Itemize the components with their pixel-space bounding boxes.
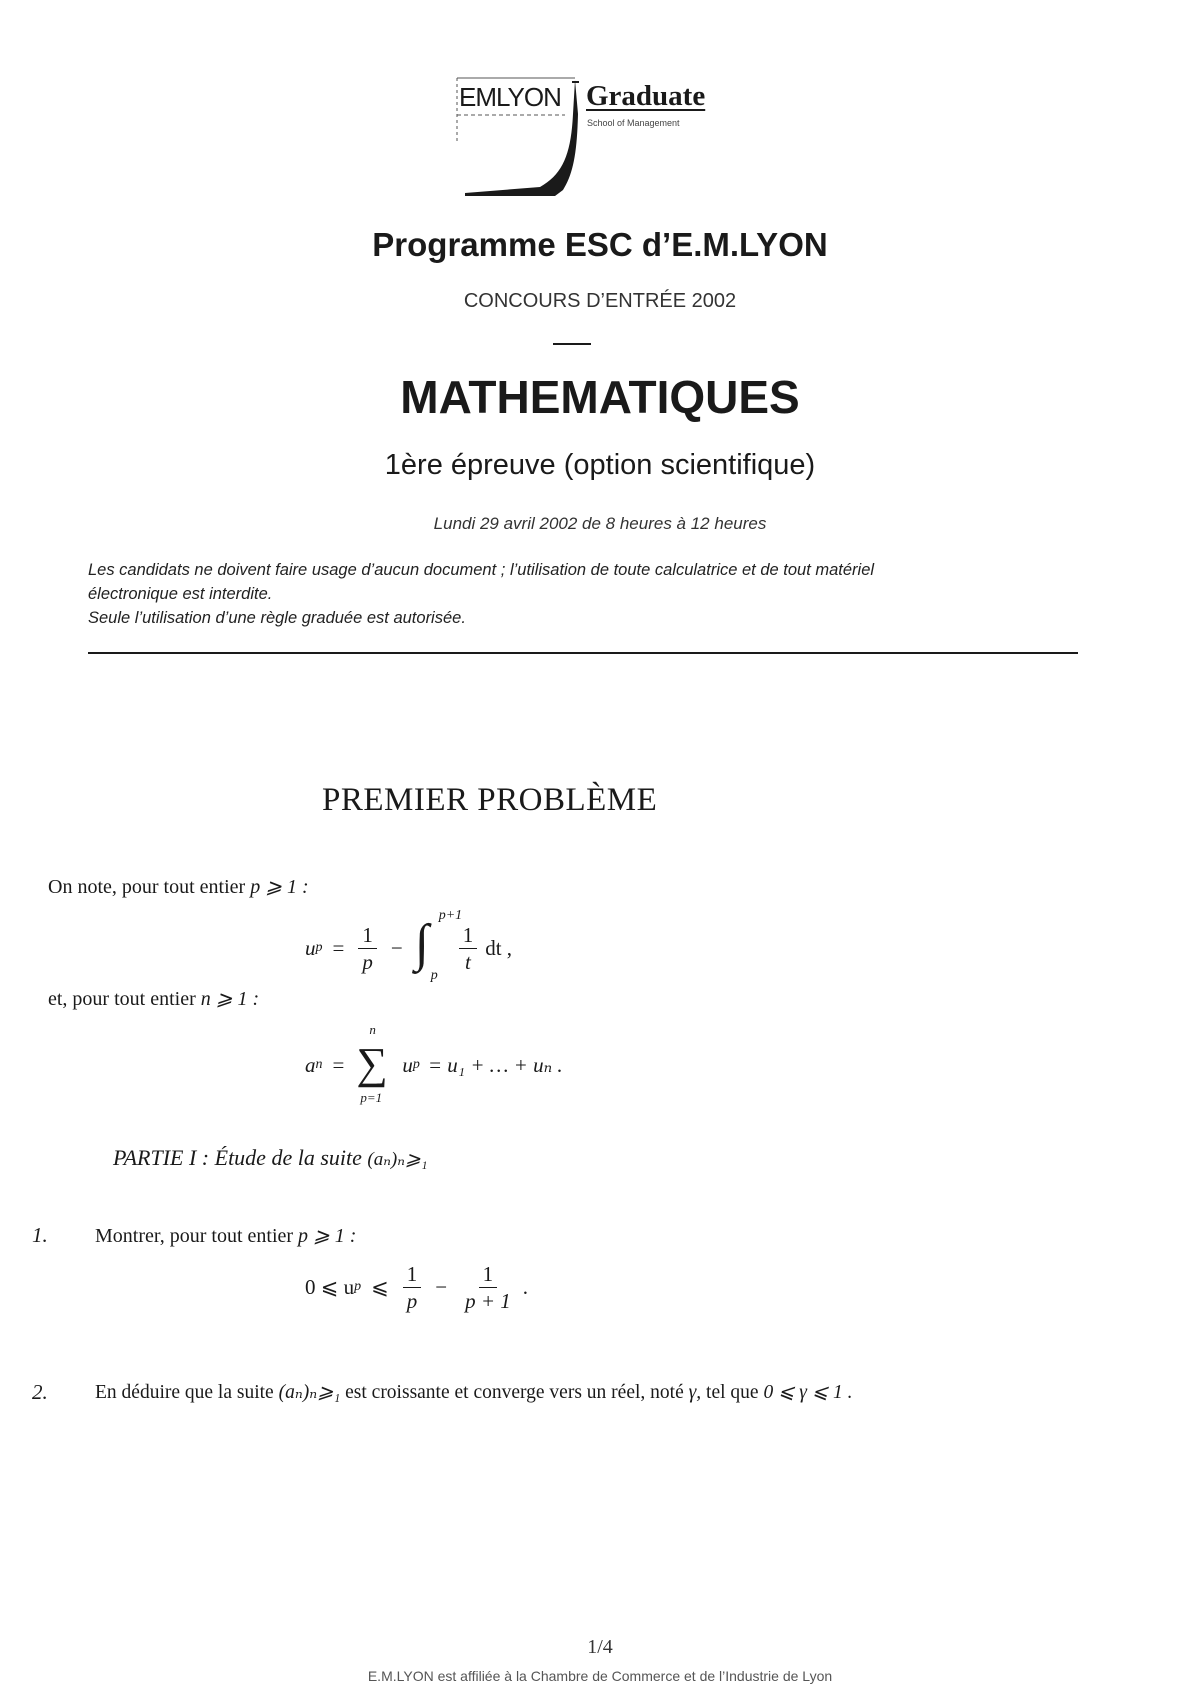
question-1-line bbox=[95, 1223, 356, 1248]
header-divider bbox=[88, 652, 1078, 654]
formula-up bbox=[305, 910, 512, 986]
rules-line-3: Seule l’utilisation d’une règle graduée est autorisée. bbox=[88, 609, 466, 627]
formula-up-eq: = bbox=[332, 935, 345, 960]
formula-up-frac-den: p bbox=[362, 949, 373, 974]
formula-an-rhs: = u₁ + … + uₙ . bbox=[427, 1052, 563, 1077]
q1-frac-1 bbox=[403, 1261, 422, 1314]
intro-condition-1: p ⩾ 1 : bbox=[250, 876, 309, 898]
exam-date: Lundi 29 avril 2002 de 8 heures à 12 heures bbox=[433, 514, 767, 533]
formula-an-lhs: a bbox=[305, 1052, 316, 1077]
formula-up-lhs: u bbox=[305, 935, 316, 960]
integrand-den: t bbox=[465, 949, 471, 974]
part-title: PARTIE I : Étude de la suite bbox=[113, 1145, 362, 1170]
sum-sign: ∑ bbox=[356, 1039, 388, 1088]
q1-frac-2 bbox=[461, 1261, 515, 1314]
sum-term-sub: p bbox=[412, 1057, 420, 1072]
sum-term: u bbox=[402, 1052, 413, 1077]
part-title-line bbox=[113, 1145, 427, 1171]
rules-line-2: électronique est interdite. bbox=[88, 585, 273, 603]
formula-an bbox=[305, 1020, 563, 1110]
integral-lower: p bbox=[430, 968, 438, 983]
header-divider-short bbox=[553, 343, 591, 345]
integral-sign: ∫ bbox=[414, 915, 429, 972]
question-1-number: 1. bbox=[32, 1223, 48, 1247]
question-2-text-b: est croissante et converge vers un réel, noté bbox=[345, 1382, 684, 1403]
intro-text-1: On note, pour tout entier bbox=[48, 876, 246, 898]
formula-an-lhs-sub: n bbox=[315, 1057, 323, 1072]
page-number: 1/4 bbox=[587, 1636, 613, 1658]
subject-title: MATHEMATIQUES bbox=[400, 371, 800, 423]
intro-text-2: et, pour tout entier bbox=[48, 988, 196, 1010]
formula-up-frac-num: 1 bbox=[358, 922, 377, 949]
integral bbox=[413, 908, 463, 986]
question-2-number: 2. bbox=[32, 1380, 48, 1404]
q1-lhs bbox=[305, 1275, 354, 1300]
contest-label: CONCOURS D’ENTRÉE 2002 bbox=[463, 290, 737, 312]
question-2-text-a: En déduire que la suite bbox=[95, 1382, 274, 1403]
page-title: Programme ESC d’E.M.LYON bbox=[372, 226, 828, 263]
exam-label: 1ère épreuve (option scientifique) bbox=[384, 449, 816, 481]
problem-title: PREMIER PROBLÈME bbox=[322, 782, 658, 818]
footer-note: E.M.LYON est affiliée à la Chambre de Commerce et de l’Industrie de Lyon bbox=[367, 1668, 833, 1684]
q1-leq: ⩽ bbox=[371, 1274, 389, 1299]
q1-frac-2-num: 1 bbox=[479, 1261, 498, 1288]
intro-line-2 bbox=[48, 986, 259, 1011]
question-2-condition: 0 ⩽ γ ⩽ 1 . bbox=[763, 1382, 853, 1403]
question-2-sequence: (aₙ)ₙ⩾₁ bbox=[278, 1382, 341, 1403]
formula-an-eq: = bbox=[332, 1052, 345, 1077]
logo-subtitle: School of Management bbox=[587, 118, 680, 128]
q1-end: . bbox=[522, 1274, 528, 1299]
question-2-gamma: γ, bbox=[688, 1382, 702, 1403]
sum-lower: p=1 bbox=[360, 1090, 383, 1105]
sum bbox=[354, 1020, 396, 1110]
q1-lhs-text: 0 ⩽ u bbox=[305, 1274, 355, 1299]
q1-frac-2-den: p + 1 bbox=[465, 1288, 511, 1313]
formula-up-dt: dt , bbox=[485, 935, 513, 960]
formula-up-frac bbox=[358, 922, 377, 975]
q1-frac-1-den: p bbox=[406, 1288, 418, 1313]
intro-condition-2: n ⩾ 1 : bbox=[200, 988, 260, 1010]
question-2-line bbox=[95, 1380, 853, 1404]
q1-minus: − bbox=[435, 1274, 448, 1299]
part-sequence: (aₙ)ₙ⩾₁ bbox=[367, 1149, 428, 1170]
q1-lhs-sub: p bbox=[354, 1279, 362, 1294]
sum-upper: n bbox=[369, 1022, 376, 1037]
logo-right-text: Graduate bbox=[586, 80, 706, 112]
question-2-text-c: tel que bbox=[706, 1382, 759, 1403]
question-1-text: Montrer, pour tout entier bbox=[95, 1225, 294, 1247]
integrand-num: 1 bbox=[459, 922, 478, 949]
formula-up-lhs-sub: p bbox=[315, 940, 323, 955]
question-1-formula bbox=[305, 1255, 528, 1319]
logo bbox=[455, 74, 715, 199]
q1-frac-1-num: 1 bbox=[403, 1261, 422, 1288]
integral-upper: p+1 bbox=[438, 908, 463, 923]
formula-up-minus: − bbox=[390, 935, 403, 960]
question-1-condition: p ⩾ 1 : bbox=[298, 1225, 357, 1247]
rules-line-1: Les candidats ne doivent faire usage d’aucun document ; l’utilisation de toute calculatrice et de tout matériel bbox=[88, 561, 875, 579]
logo-left-text: EMLYON bbox=[459, 82, 561, 112]
integrand-frac bbox=[459, 922, 478, 975]
intro-line-1 bbox=[48, 874, 309, 899]
